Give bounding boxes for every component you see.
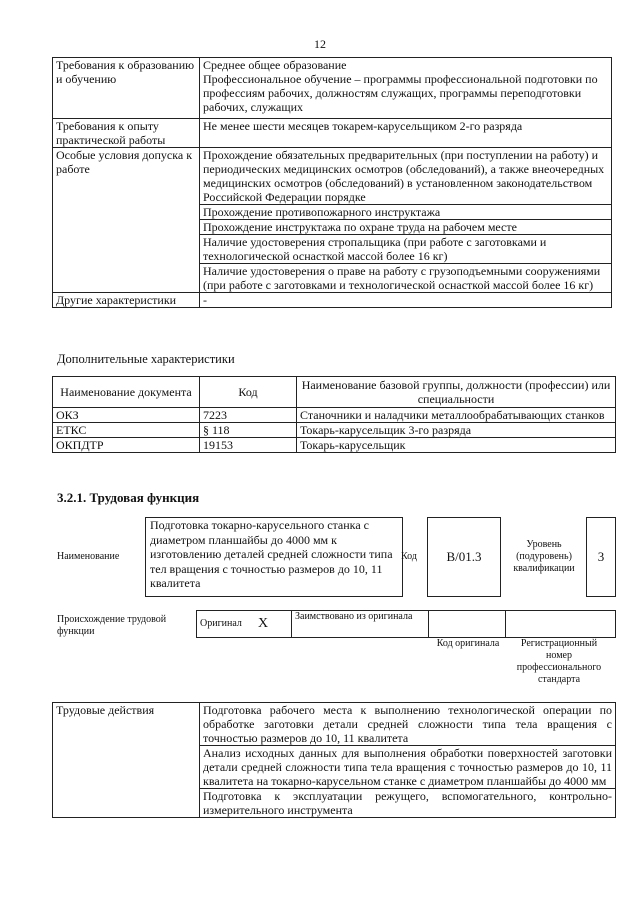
- table-row: [53, 293, 612, 308]
- action-item: Подготовка рабочего места к выполнению технологической операции по обработке заготовки детали средней сложности типа тела вращения с точностью размеров до 10, 11 квалитета: [200, 703, 616, 746]
- table-row: [53, 438, 616, 453]
- column-header: Наименование документа: [53, 377, 200, 408]
- condition-item: Прохождение обязательных предварительных (при поступлении на работу) и периодических медицинских осмотров (обследований), а также внеочередных медицинских осмотров (обследований) в установленном законодательством Российской Федерации порядке: [200, 148, 612, 205]
- original-label: Оригинал: [197, 611, 256, 638]
- function-heading: 3.2.1. Трудовая функция: [57, 490, 200, 505]
- table-row: [53, 119, 612, 148]
- actions-table: [52, 702, 616, 818]
- page-number: 12: [314, 37, 326, 51]
- code-label: Код: [401, 551, 417, 562]
- conditions-label: Особые условия допуска к работе: [53, 148, 200, 293]
- function-code: B/01.3: [427, 517, 501, 597]
- level-value: 3: [586, 517, 616, 597]
- origin-label: Происхождение трудовой функции: [57, 614, 167, 637]
- original-mark: X: [255, 611, 292, 638]
- table-cell: 7223: [200, 408, 297, 423]
- actions-label: Трудовые действия: [53, 703, 200, 818]
- other-value: -: [200, 293, 612, 308]
- condition-item: Наличие удостоверения стропальщика (при работе с заготовками и технологической оснасткой массой более 16 кг): [200, 235, 612, 264]
- table-row: [53, 408, 616, 423]
- table-cell: Станочники и наладчики металлообрабатывающих станков: [297, 408, 616, 423]
- name-label: Наименование: [57, 551, 120, 562]
- education-label: Требования к образованию и обучению: [53, 58, 200, 119]
- orig-code-label: Код оригинала: [436, 638, 500, 649]
- additional-title: Дополнительные характеристики: [57, 352, 235, 366]
- borrowed-label: Заимствовано из оригинала: [292, 611, 429, 638]
- education-value: Среднее общее образование Профессиональное обучение – программы профессиональной подготовки по профессиям рабочих, должностям служащих, программы переподготовки рабочих, служащих: [200, 58, 612, 119]
- table-row: [53, 58, 612, 119]
- table-header-row: [53, 377, 616, 408]
- additional-table: [52, 376, 616, 453]
- column-header: Код: [200, 377, 297, 408]
- condition-item: Прохождение противопожарного инструктажа: [200, 205, 612, 220]
- table-cell: Токарь-карусельщик: [297, 438, 616, 453]
- table-cell: ОКПДТР: [53, 438, 200, 453]
- reg-number-label: Регистрационный номер профессионального стандарта: [516, 638, 602, 685]
- level-label: Уровень (подуровень) квалификации: [513, 539, 575, 574]
- condition-item: Наличие удостоверения о праве на работу с грузоподъемными сооружениями (при работе с заготовками и технологической оснасткой массой более 16 кг): [200, 264, 612, 293]
- table-row: [197, 611, 616, 638]
- experience-value: Не менее шести месяцев токарем-карусельщиком 2-го разряда: [200, 119, 612, 148]
- table-row: [53, 703, 616, 746]
- other-label: Другие характеристики: [53, 293, 200, 308]
- table-row: [53, 423, 616, 438]
- action-item: Анализ исходных данных для выполнения обработки поверхностей заготовки детали средней сложности типа тела вращения с точностью размеров до 10, 11 квалитета на токарно-карусельном станке с диаметром планшайбы до 4000 мм: [200, 746, 616, 789]
- reg-number-cell: [506, 611, 616, 638]
- condition-item: Прохождение инструктажа по охране труда на рабочем месте: [200, 220, 612, 235]
- orig-code-cell: [429, 611, 506, 638]
- function-name: Подготовка токарно-карусельного станка с диаметром планшайбы до 4000 мм к изготовлению деталей средней сложности типа тел вращения с точностью размеров до 10, 11 квалитета: [145, 517, 403, 597]
- column-header: Наименование базовой группы, должности (профессии) или специальности: [297, 377, 616, 408]
- requirements-table: [52, 57, 612, 308]
- origin-table: [196, 610, 616, 638]
- table-cell: ОКЗ: [53, 408, 200, 423]
- action-item: Подготовка к эксплуатации режущего, вспомогательного, контрольно-измерительного инструмента: [200, 789, 616, 818]
- table-cell: 19153: [200, 438, 297, 453]
- table-cell: ЕТКС: [53, 423, 200, 438]
- table-row: [53, 148, 612, 205]
- table-cell: Токарь-карусельщик 3-го разряда: [297, 423, 616, 438]
- experience-label: Требования к опыту практической работы: [53, 119, 200, 148]
- table-cell: § 118: [200, 423, 297, 438]
